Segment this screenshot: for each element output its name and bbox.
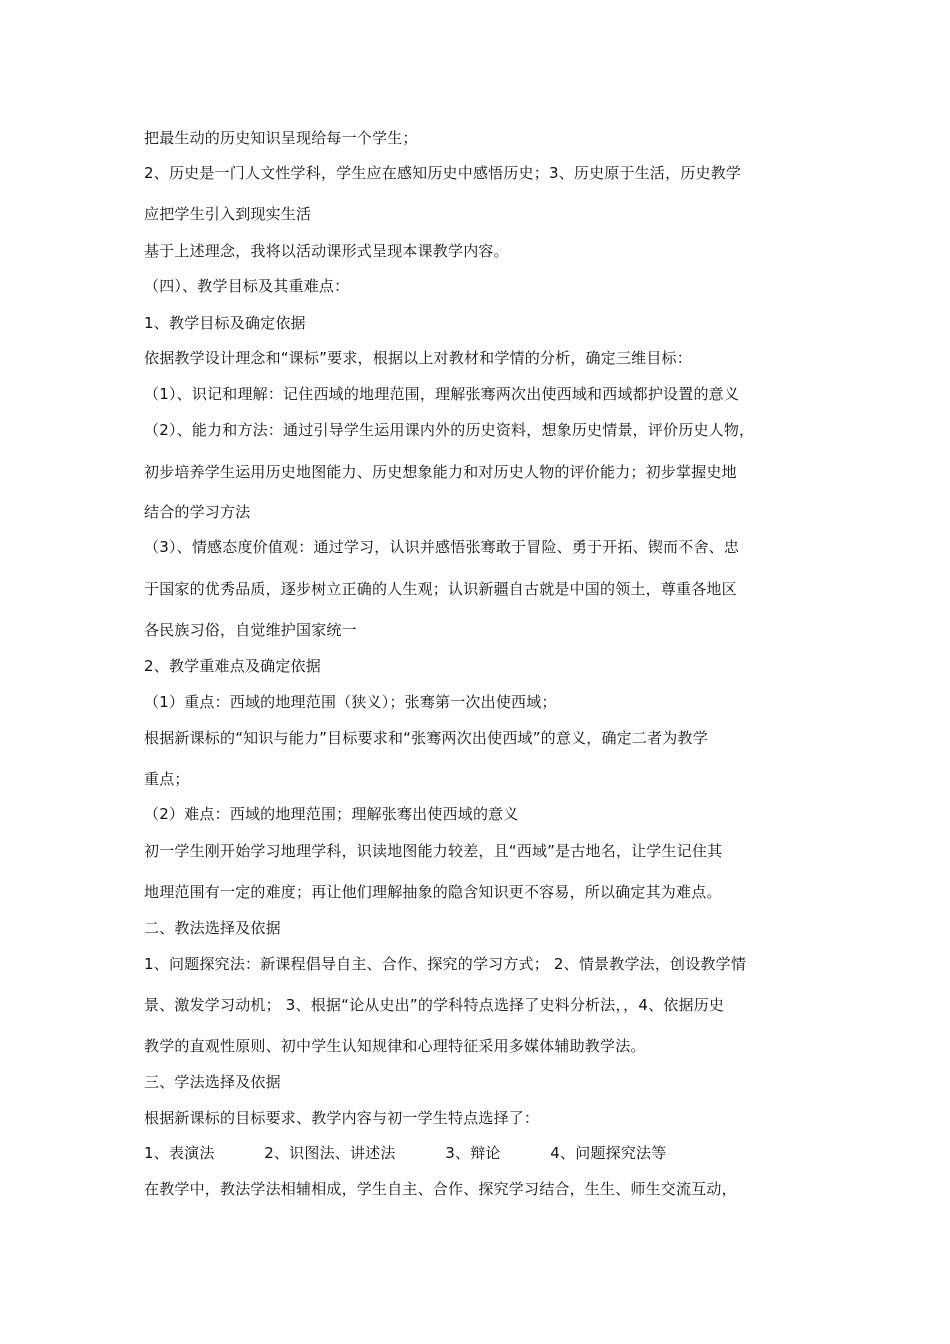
text-line: 依据教学设计理念和“课标”要求，根据以上对教材和学情的分析，确定三维目标： — [144, 349, 692, 367]
text-line: 初步培养学生运用历史地图能力、历史想象能力和对历史人物的评价能力；初步掌握史地 — [144, 463, 737, 481]
text-line: 景、激发学习动机； 3、根据“论从史出”的学科特点选择了史料分析法，，4、依据历史 — [144, 996, 725, 1014]
text-line: 1、表演法 2、识图法、讲述法 3、辩论 4、问题探究法等 — [144, 1144, 667, 1162]
text-line: 二、教法选择及依据 — [144, 919, 281, 937]
text-line: 1、教学目标及确定依据 — [144, 314, 306, 332]
text-line: 初一学生刚开始学习地理学科，识读地图能力较差，且“西域”是古地名，让学生记住其 — [144, 842, 723, 860]
text-line: （四）、教学目标及其重难点： — [144, 277, 350, 295]
text-line: 重点； — [144, 770, 190, 788]
text-line: 根据新课标的“知识与能力”目标要求和“张骞两次出使西域”的意义，确定二者为教学 — [144, 729, 708, 747]
text-line: 教学的直观性原则、初中学生认知规律和心理特征采用多媒体辅助教学法。 — [144, 1037, 646, 1055]
text-line: 地理范围有一定的难度；再让他们理解抽象的隐含知识更不容易，所以确定其为难点。 — [144, 883, 722, 901]
text-line: （3）、情感态度价值观：通过学习，认识并感悟张骞敢于冒险、勇于开拓、锲而不舍、忠 — [144, 538, 740, 556]
text-line: 把最生动的历史知识呈现给每一个学生； — [144, 129, 418, 147]
text-line: 结合的学习方法 — [144, 503, 251, 521]
text-line: 2、教学重难点及确定依据 — [144, 657, 321, 675]
text-line: 在教学中，教法学法相辅相成，学生自主、合作、探究学习结合，生生、师生交流互动， — [144, 1180, 737, 1198]
text-line: 1、问题探究法：新课程倡导自主、合作、探究的学习方式； 2、情景教学法，创设教学情 — [144, 955, 747, 973]
text-line: （2）、能力和方法：通过引导学生运用课内外的历史资料，想象历史情景，评价历史人物， — [144, 421, 755, 439]
text-line: 各民族习俗，自觉维护国家统一 — [144, 621, 357, 639]
text-line: （2）难点：西域的地理范围；理解张骞出使西域的意义 — [144, 805, 519, 823]
text-line: （1）重点：西域的地理范围（狭义）；张骞第一次出使西域； — [144, 693, 557, 711]
text-line: （1）、识记和理解：记住西域的地理范围，理解张骞两次出使西域和西域都护设置的意义 — [144, 385, 740, 403]
text-line: 三、学法选择及依据 — [144, 1073, 281, 1091]
text-line: 应把学生引入到现实生活 — [144, 205, 312, 223]
text-line: 2、历史是一门人文性学科，学生应在感知历史中感悟历史；3、历史原于生活，历史教学 — [144, 164, 742, 182]
text-line: 基于上述理念，我将以活动课形式呈现本课教学内容。 — [144, 242, 509, 260]
text-line: 根据新课标的目标要求、教学内容与初一学生特点选择了： — [144, 1109, 540, 1127]
text-line: 于国家的优秀品质，逐步树立正确的人生观；认识新疆自古就是中国的领土，尊重各地区 — [144, 580, 737, 598]
